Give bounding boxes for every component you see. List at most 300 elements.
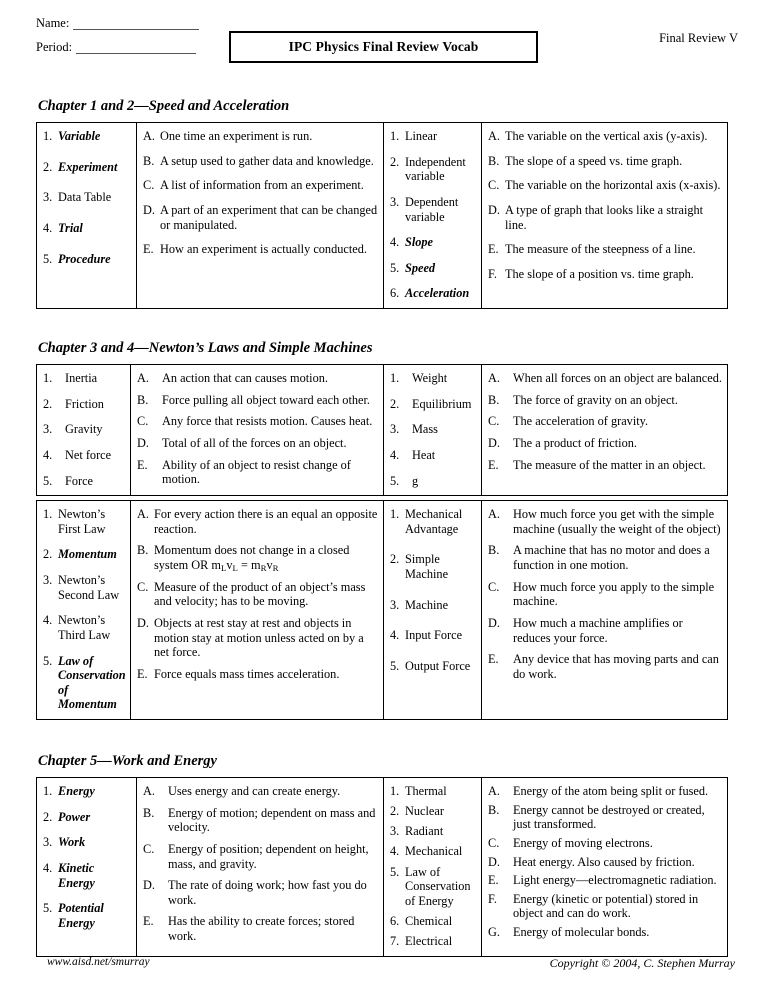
section-heading: Chapter 5—Work and Energy <box>38 753 217 769</box>
section-heading: Chapter 3 and 4—Newton’s Laws and Simple Machines <box>38 340 373 356</box>
definition-letter: F. <box>488 891 497 906</box>
definition-item <box>143 784 378 799</box>
term-text: Dependent variable <box>405 194 459 224</box>
definition-letter: E. <box>143 242 154 257</box>
definition-text: Energy cannot be destroyed or created, just transformed. <box>513 802 705 832</box>
term-number: 4. <box>390 844 400 859</box>
definition-text: The force of gravity on an object. <box>513 392 678 407</box>
term-item <box>390 397 476 412</box>
footer-website[interactable]: www.aisd.net/smurray <box>47 956 150 968</box>
definition-item <box>488 543 722 572</box>
definition-item <box>488 616 722 645</box>
definition-item <box>488 803 722 832</box>
term-item <box>43 371 125 386</box>
definition-item <box>488 371 722 386</box>
term-text: Nuclear <box>405 804 444 819</box>
definition-letter: B. <box>143 153 155 168</box>
definition-text: Force pulling all object toward each other. <box>162 392 370 407</box>
definition-letter: E. <box>488 457 499 472</box>
term-text: Machine <box>405 597 449 612</box>
definition-text: How much force you apply to the simple machine. <box>513 579 715 609</box>
term-text: Net force <box>65 447 112 462</box>
term-text: Weight <box>412 371 448 385</box>
term-number: 3. <box>390 824 400 839</box>
definition-item <box>143 806 378 835</box>
definition-text: A list of information from an experiment. <box>160 178 364 193</box>
definition-letter: E. <box>488 873 499 888</box>
definition-list <box>137 371 378 487</box>
definition-letter: A. <box>143 784 155 798</box>
term-item <box>43 190 131 205</box>
table-row <box>37 365 728 496</box>
definition-text: Any force that resists motion. Causes heat. <box>162 414 373 429</box>
term-number: 1. <box>43 784 53 798</box>
term-number: 5. <box>390 658 400 673</box>
term-text: Gravity <box>65 422 103 437</box>
term-text: Mass <box>412 422 438 437</box>
term-number: 5. <box>43 901 53 916</box>
definition-text: The slope of a position vs. time graph. <box>505 266 694 281</box>
term-number: 2. <box>43 547 53 562</box>
definitions-cell <box>482 501 728 720</box>
definition-item <box>143 878 378 907</box>
term-item <box>43 573 125 602</box>
definition-item <box>143 842 378 871</box>
definition-text: Total of all of the forces on an object. <box>162 435 347 450</box>
terms-cell <box>384 365 482 496</box>
term-text: Inertia <box>65 371 98 385</box>
definitions-cell <box>131 501 384 720</box>
term-number: 1. <box>43 507 53 522</box>
definition-item <box>488 393 722 408</box>
definition-text: Force equals mass times acceleration. <box>154 666 340 681</box>
term-number: 7. <box>390 934 400 948</box>
term-text: Variable <box>58 129 101 143</box>
term-number: 5. <box>43 251 53 266</box>
definition-text: Momentum does not change in a closed system OR $m_Lv_L = m_Rv_R$ <box>154 543 350 574</box>
page-header <box>0 0 768 78</box>
terms-cell <box>37 501 131 720</box>
definition-text: How much force you get with the simple machine (usually the weight of the object) <box>513 507 721 536</box>
definition-item <box>488 154 722 169</box>
term-number: 2. <box>43 809 53 824</box>
term-number: 1. <box>43 371 53 385</box>
name-row <box>36 16 199 30</box>
definition-item <box>143 129 378 144</box>
definition-letter: D. <box>137 615 149 630</box>
term-number: 1. <box>390 129 400 143</box>
vocab-table <box>36 364 728 496</box>
definition-item <box>137 667 378 682</box>
term-item <box>43 810 131 825</box>
term-number: 2. <box>390 552 400 567</box>
definition-letter: B. <box>488 153 500 168</box>
term-number: 3. <box>43 573 53 587</box>
definition-letter: A. <box>143 129 155 143</box>
term-text: Output Force <box>405 658 471 673</box>
definition-letter: D. <box>143 878 155 893</box>
terms-cell <box>384 123 482 309</box>
term-list <box>43 784 131 930</box>
definition-text: Objects at rest stay at rest and objects in motion stay at motion unless acted on by a net force. <box>154 615 364 660</box>
definition-item <box>488 414 722 429</box>
vocab-table <box>36 500 728 720</box>
definition-list <box>488 784 722 940</box>
definition-item <box>488 925 722 940</box>
term-item <box>43 422 125 437</box>
definition-item <box>488 178 722 193</box>
definition-letter: C. <box>143 178 155 193</box>
definition-item <box>488 242 722 257</box>
definitions-cell <box>137 123 384 309</box>
definition-item <box>488 507 722 536</box>
term-text: Law of Conservation of Momentum <box>58 653 126 712</box>
term-number: 5. <box>390 473 400 488</box>
term-text: Acceleration <box>405 286 470 301</box>
term-number: 3. <box>43 190 53 205</box>
definition-text: The measure of the matter in an object. <box>513 457 706 472</box>
term-text: Potential Energy <box>58 901 104 930</box>
definition-text: The variable on the horizontal axis (x-axis). <box>505 178 721 193</box>
term-item <box>43 221 131 236</box>
period-row <box>36 40 199 54</box>
definitions-cell <box>482 123 728 309</box>
definition-letter: D. <box>488 615 500 630</box>
term-item <box>390 865 476 909</box>
definition-text: A type of graph that looks like a straight line. <box>505 202 704 232</box>
definition-item <box>488 784 722 799</box>
term-number: 3. <box>390 597 400 612</box>
definition-letter: C. <box>488 414 500 429</box>
definition-letter: D. <box>488 854 500 869</box>
term-item <box>390 844 476 859</box>
page-title: IPC Physics Final Review Vocab <box>288 39 479 54</box>
terms-cell <box>37 123 137 309</box>
term-item <box>43 901 131 930</box>
definition-item <box>143 242 378 257</box>
section-chapter-3-4 <box>0 340 768 720</box>
definition-item <box>143 203 378 232</box>
term-text: Linear <box>405 129 438 143</box>
term-list <box>390 129 476 301</box>
term-text: Slope <box>405 235 434 250</box>
table-row <box>37 123 728 309</box>
term-text: Momentum <box>58 547 117 562</box>
definition-list <box>143 129 378 257</box>
term-number: 5. <box>43 473 53 488</box>
section-chapter-1-2 <box>0 98 768 309</box>
term-item <box>43 861 131 890</box>
term-item <box>390 784 476 799</box>
term-item <box>390 261 476 276</box>
term-list <box>43 371 125 488</box>
term-item <box>43 613 125 642</box>
definition-letter: C. <box>488 579 500 594</box>
definition-text: One time an experiment is run. <box>160 129 313 143</box>
term-text: Thermal <box>405 784 447 798</box>
definition-letter: G. <box>488 925 500 939</box>
term-item <box>43 507 125 536</box>
definition-item <box>488 580 722 609</box>
period-input-line[interactable] <box>76 42 196 54</box>
definition-text: How much a machine amplifies or reduces your force. <box>513 615 683 645</box>
term-number: 4. <box>43 220 53 235</box>
term-item <box>43 160 131 175</box>
term-item <box>390 371 476 386</box>
definitions-cell <box>131 365 384 496</box>
definition-letter: B. <box>488 802 500 817</box>
definition-text: Heat energy. Also caused by friction. <box>513 854 695 869</box>
terms-cell <box>37 778 137 957</box>
term-text: Procedure <box>58 251 111 266</box>
definition-letter: A. <box>488 507 500 522</box>
term-text: Kinetic Energy <box>58 860 95 890</box>
term-number: 2. <box>390 154 400 169</box>
term-item <box>43 547 125 562</box>
definition-text: Light energy—electromagnetic radiation. <box>513 873 717 888</box>
term-text: Work <box>58 835 86 850</box>
term-text: Data Table <box>58 190 112 205</box>
term-text: Input Force <box>405 628 463 643</box>
definition-letter: D. <box>488 435 500 450</box>
definition-item <box>137 507 378 536</box>
definition-letter: E. <box>488 242 499 257</box>
term-text: Newton’s Second Law <box>58 573 120 602</box>
definition-letter: A. <box>137 507 149 522</box>
term-list <box>390 507 476 673</box>
definition-text: The acceleration of gravity. <box>513 414 649 429</box>
definitions-cell <box>482 365 728 496</box>
definition-letter: E. <box>137 457 148 472</box>
definition-item <box>143 154 378 169</box>
term-text: Power <box>58 809 91 824</box>
term-item <box>390 422 476 437</box>
student-info-block <box>36 16 199 64</box>
term-number: 2. <box>43 396 53 411</box>
definition-letter: C. <box>143 841 155 856</box>
definition-letter: C. <box>137 414 149 429</box>
terms-cell <box>37 365 131 496</box>
term-number: 3. <box>43 422 53 437</box>
definition-letter: B. <box>488 543 500 558</box>
definition-text: Energy (kinetic or potential) stored in object and can do work. <box>513 891 699 921</box>
term-item <box>43 474 125 489</box>
term-number: 6. <box>390 913 400 928</box>
terms-cell <box>384 778 482 957</box>
definition-letter: B. <box>137 392 149 407</box>
definition-letter: E. <box>137 666 148 681</box>
term-item <box>390 659 476 674</box>
table-row <box>37 778 728 957</box>
definition-item <box>488 652 722 681</box>
definition-text: A machine that has no motor and does a function in one motion. <box>513 543 710 572</box>
definition-item <box>488 129 722 144</box>
definition-item <box>137 616 378 660</box>
definition-text: Measure of the product of an object’s mass and velocity; has to be moving. <box>154 579 366 609</box>
definition-item <box>488 892 722 921</box>
table-row <box>37 501 728 720</box>
definition-letter: D. <box>143 202 155 217</box>
term-text: Simple Machine <box>405 552 449 581</box>
definitions-cell <box>137 778 384 957</box>
term-list <box>390 784 476 949</box>
term-number: 4. <box>390 628 400 643</box>
term-item <box>390 598 476 613</box>
term-list <box>43 129 131 266</box>
term-text: Radiant <box>405 824 444 839</box>
definition-text: Has the ability to create forces; stored work. <box>168 914 355 943</box>
definition-item <box>137 458 378 487</box>
term-text: Mechanical Advantage <box>405 507 463 536</box>
term-number: 3. <box>390 194 400 209</box>
definition-text: An action that can causes motion. <box>162 371 328 385</box>
term-item <box>43 252 131 267</box>
definition-letter: A. <box>137 371 149 385</box>
term-text: Heat <box>412 447 436 462</box>
term-item <box>390 934 476 949</box>
term-text: Energy <box>58 784 95 798</box>
definition-letter: A. <box>488 129 500 143</box>
footer-copyright: Copyright © 2004, C. Stephen Murray <box>549 956 735 970</box>
page-footer <box>0 956 768 972</box>
term-text: Friction <box>65 396 104 411</box>
term-number: 3. <box>390 422 400 437</box>
definition-text: Uses energy and can create energy. <box>168 784 341 798</box>
term-number: 1. <box>390 371 400 385</box>
term-number: 1. <box>390 784 400 798</box>
term-item <box>43 397 125 412</box>
review-code-label: Final Review V <box>659 31 738 45</box>
definition-text: How an experiment is actually conducted. <box>160 242 367 257</box>
definition-item <box>488 873 722 888</box>
definition-letter: A. <box>488 371 500 385</box>
definition-list <box>137 507 378 681</box>
definition-letter: E. <box>143 914 154 929</box>
term-item <box>390 448 476 463</box>
term-item <box>390 474 476 489</box>
definition-letter: B. <box>143 805 155 820</box>
definition-item <box>143 914 378 943</box>
name-label: Name: <box>36 16 70 30</box>
term-number: 4. <box>43 447 53 462</box>
term-number: 4. <box>43 613 53 628</box>
definition-letter: F. <box>488 266 497 281</box>
term-item <box>390 235 476 250</box>
definition-item <box>137 393 378 408</box>
definition-letter: B. <box>488 392 500 407</box>
definition-item <box>488 203 722 232</box>
definition-item <box>143 178 378 193</box>
definition-item <box>137 436 378 451</box>
term-number: 6. <box>390 286 400 301</box>
definition-item <box>488 458 722 473</box>
vocab-table <box>36 777 728 957</box>
term-item <box>390 195 476 224</box>
definition-text: The a product of friction. <box>513 435 637 450</box>
term-text: Independent variable <box>405 154 466 184</box>
term-number: 4. <box>390 235 400 250</box>
definition-letter: C. <box>137 579 149 594</box>
term-list <box>43 507 125 712</box>
term-item <box>43 654 125 713</box>
term-item <box>390 507 476 536</box>
term-number: 5. <box>43 653 53 668</box>
definition-item <box>488 836 722 851</box>
definition-text: Any device that has moving parts and can do work. <box>513 652 719 681</box>
term-item <box>390 804 476 819</box>
definition-text: The variable on the vertical axis (y-axis). <box>505 129 708 143</box>
term-text: Force <box>65 473 93 488</box>
definition-text: For every action there is an equal an opposite reaction. <box>154 507 378 536</box>
definition-text: Energy of molecular bonds. <box>513 925 650 939</box>
definition-list <box>488 507 722 681</box>
term-number: 5. <box>390 260 400 275</box>
term-list <box>390 371 476 488</box>
definition-text: A setup used to gather data and knowledge. <box>160 153 374 168</box>
definition-list <box>143 784 378 944</box>
term-text: g <box>412 473 419 488</box>
term-number: 5. <box>390 864 400 879</box>
term-item <box>43 835 131 850</box>
section-chapter-5 <box>0 753 768 957</box>
definition-text: Energy of the atom being split or fused. <box>513 784 709 798</box>
definition-item <box>137 371 378 386</box>
definition-letter: C. <box>488 835 500 850</box>
definition-letter: E. <box>488 652 499 667</box>
term-number: 3. <box>43 835 53 850</box>
definition-item <box>488 436 722 451</box>
term-number: 4. <box>390 447 400 462</box>
definition-letter: C. <box>488 178 500 193</box>
term-number: 4. <box>43 860 53 875</box>
definition-letter: D. <box>137 435 149 450</box>
definition-list <box>488 129 722 281</box>
term-text: Equilibrium <box>412 396 472 411</box>
term-item <box>43 784 131 799</box>
definition-text: Energy of moving electrons. <box>513 835 653 850</box>
term-item <box>43 129 131 144</box>
term-number: 1. <box>390 507 400 522</box>
term-item <box>390 824 476 839</box>
term-item <box>390 129 476 144</box>
term-number: 2. <box>390 396 400 411</box>
term-text: Newton’s Third Law <box>58 613 111 642</box>
definitions-cell <box>482 778 728 957</box>
definition-item <box>137 543 378 572</box>
term-text: Newton’s First Law <box>58 507 106 536</box>
term-text: Experiment <box>58 159 118 174</box>
worksheet-title-box <box>229 31 538 63</box>
name-input-line[interactable] <box>73 18 199 30</box>
definition-text: A part of an experiment that can be changed or manipulated. <box>160 202 378 232</box>
term-text: Mechanical <box>405 844 463 859</box>
terms-cell <box>384 501 482 720</box>
term-item <box>390 552 476 581</box>
definition-text: When all forces on an object are balanced. <box>513 371 722 385</box>
term-text: Speed <box>405 260 436 275</box>
definition-letter: A. <box>488 784 500 798</box>
term-item <box>390 914 476 929</box>
term-item <box>390 286 476 301</box>
definition-item <box>137 414 378 429</box>
period-label: Period: <box>36 40 73 54</box>
term-number: 1. <box>43 129 53 143</box>
definition-text: Energy of position; dependent on height, mass, and gravity. <box>168 841 369 871</box>
definition-text: Energy of motion; dependent on mass and velocity. <box>168 805 376 835</box>
term-text: Chemical <box>405 913 453 928</box>
definition-list <box>488 371 722 472</box>
definition-text: The slope of a speed vs. time graph. <box>505 153 683 168</box>
